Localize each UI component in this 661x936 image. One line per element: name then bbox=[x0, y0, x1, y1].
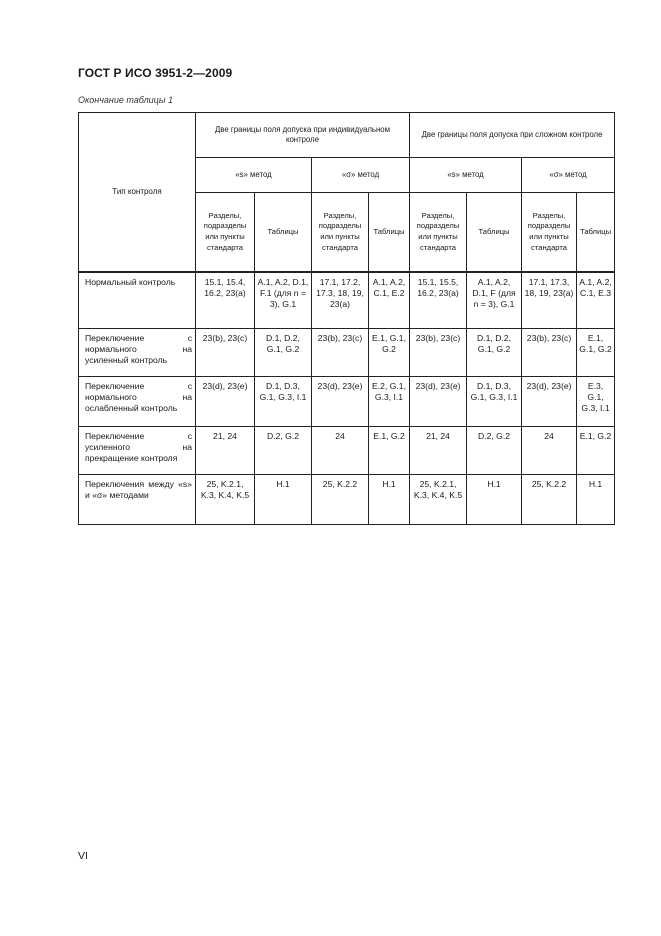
individual-control-header: Две границы поля допуска при индивидуальном контроле bbox=[196, 113, 410, 158]
header-row-group bbox=[79, 113, 615, 158]
table-cell: E.1, G.1, G.2 bbox=[369, 329, 410, 377]
row-label: Переключение с усиленного на прекращение контроля bbox=[79, 427, 196, 475]
table-cell: D.1, D.2, G.1, G.2 bbox=[255, 329, 312, 377]
s-method-header: «s» метод bbox=[410, 158, 522, 193]
table-cell: 23(d), 23(e) bbox=[312, 377, 369, 427]
table-cell: 23(b), 23(c) bbox=[410, 329, 467, 377]
table-row bbox=[79, 427, 615, 475]
table-cell: H.1 bbox=[467, 475, 522, 525]
table-cell: 25, K.2.2 bbox=[522, 475, 577, 525]
table-cell: 23(d), 23(e) bbox=[410, 377, 467, 427]
table-cell: D.2, G.2 bbox=[467, 427, 522, 475]
type-header: Тип контроля bbox=[79, 113, 196, 272]
table-cell: 17.1, 17.2, 17.3, 18, 19, 23(a) bbox=[312, 273, 369, 329]
table-cell: D.1, D.3, G.1, G.3, I.1 bbox=[255, 377, 312, 427]
table-cell: D.1, D.2, G.1, G.2 bbox=[467, 329, 522, 377]
table-cell: 25, K.2.2 bbox=[312, 475, 369, 525]
table-cell: 25, K.2.1, K.3, K.4, K.5 bbox=[196, 475, 255, 525]
table-cell: 21, 24 bbox=[196, 427, 255, 475]
tables-header: Таблицы bbox=[255, 193, 312, 272]
complex-control-header: Две границы поля допуска при сложном контроле bbox=[410, 113, 615, 158]
row-label: Переключения между «s» и «σ» методами bbox=[79, 475, 196, 525]
table-cell: 21, 24 bbox=[410, 427, 467, 475]
table-cell: 24 bbox=[312, 427, 369, 475]
table-cell: 23(b), 23(c) bbox=[312, 329, 369, 377]
table-cell: D.2, G.2 bbox=[255, 427, 312, 475]
table-row bbox=[79, 377, 615, 427]
table-cell: 17.1, 17.3, 18, 19, 23(a) bbox=[522, 273, 577, 329]
table-cell: E.3, G.1, G.3, I.1 bbox=[577, 377, 615, 427]
table-cell: D.1, D.3, G.1, G.3, I.1 bbox=[467, 377, 522, 427]
sigma-method-header: «σ» метод bbox=[522, 158, 615, 193]
table-cell: H.1 bbox=[255, 475, 312, 525]
sections-header: Разделы, подразделы или пункты стандарта bbox=[312, 193, 369, 272]
sections-header: Разделы, подразделы или пункты стандарта bbox=[522, 193, 577, 272]
row-label: Нормальный контроль bbox=[79, 273, 196, 329]
table-cell: 25, K.2.1, K.3, K.4, K.5 bbox=[410, 475, 467, 525]
page-number: VI bbox=[78, 850, 88, 862]
table-cell: E.2, G.1, G.3, I.1 bbox=[369, 377, 410, 427]
table-cell: H.1 bbox=[369, 475, 410, 525]
table-cell: 23(b), 23(c) bbox=[196, 329, 255, 377]
document-header: ГОСТ Р ИСО 3951-2—2009 bbox=[78, 66, 233, 80]
sections-header: Разделы, подразделы или пункты стандарта bbox=[410, 193, 467, 272]
table-row bbox=[79, 273, 615, 329]
table-cell: A.1, A.2, D.1, F (для n = 3), G.1 bbox=[467, 273, 522, 329]
table-cell: A.1, A.2, C.1, E.2 bbox=[369, 273, 410, 329]
table-cell: E.1, G.1, G.2 bbox=[577, 329, 615, 377]
table-cell: E.1, G.2 bbox=[577, 427, 615, 475]
table-cell: 15.1, 15.5, 16.2, 23(a) bbox=[410, 273, 467, 329]
s-method-header: «s» метод bbox=[196, 158, 312, 193]
tables-header: Таблицы bbox=[467, 193, 522, 272]
table-row bbox=[79, 329, 615, 377]
table-cell: E.1, G.2 bbox=[369, 427, 410, 475]
table-cell: 23(d), 23(e) bbox=[196, 377, 255, 427]
row-label: Переключение с нормального на усиленный контроль bbox=[79, 329, 196, 377]
table-cell: H.1 bbox=[577, 475, 615, 525]
row-label: Переключение с нормального на ослабленный контроль bbox=[79, 377, 196, 427]
table-caption: Окончание таблицы 1 bbox=[78, 95, 173, 105]
table-cell: A.1, A.2, D.1, F.1 (для n = 3), G.1 bbox=[255, 273, 312, 329]
table-cell: 23(d), 23(e) bbox=[522, 377, 577, 427]
table-cell: 24 bbox=[522, 427, 577, 475]
table-cell: 15.1, 15.4, 16.2, 23(a) bbox=[196, 273, 255, 329]
sigma-method-header: «σ» метод bbox=[312, 158, 410, 193]
table-cell: A.1, A.2, C.1, E.3 bbox=[577, 273, 615, 329]
table-cell: 23(b), 23(c) bbox=[522, 329, 577, 377]
tables-header: Таблицы bbox=[577, 193, 615, 272]
table-row bbox=[79, 475, 615, 525]
tables-header: Таблицы bbox=[369, 193, 410, 272]
control-types-table bbox=[78, 112, 615, 525]
sections-header: Разделы, подразделы или пункты стандарта bbox=[196, 193, 255, 272]
